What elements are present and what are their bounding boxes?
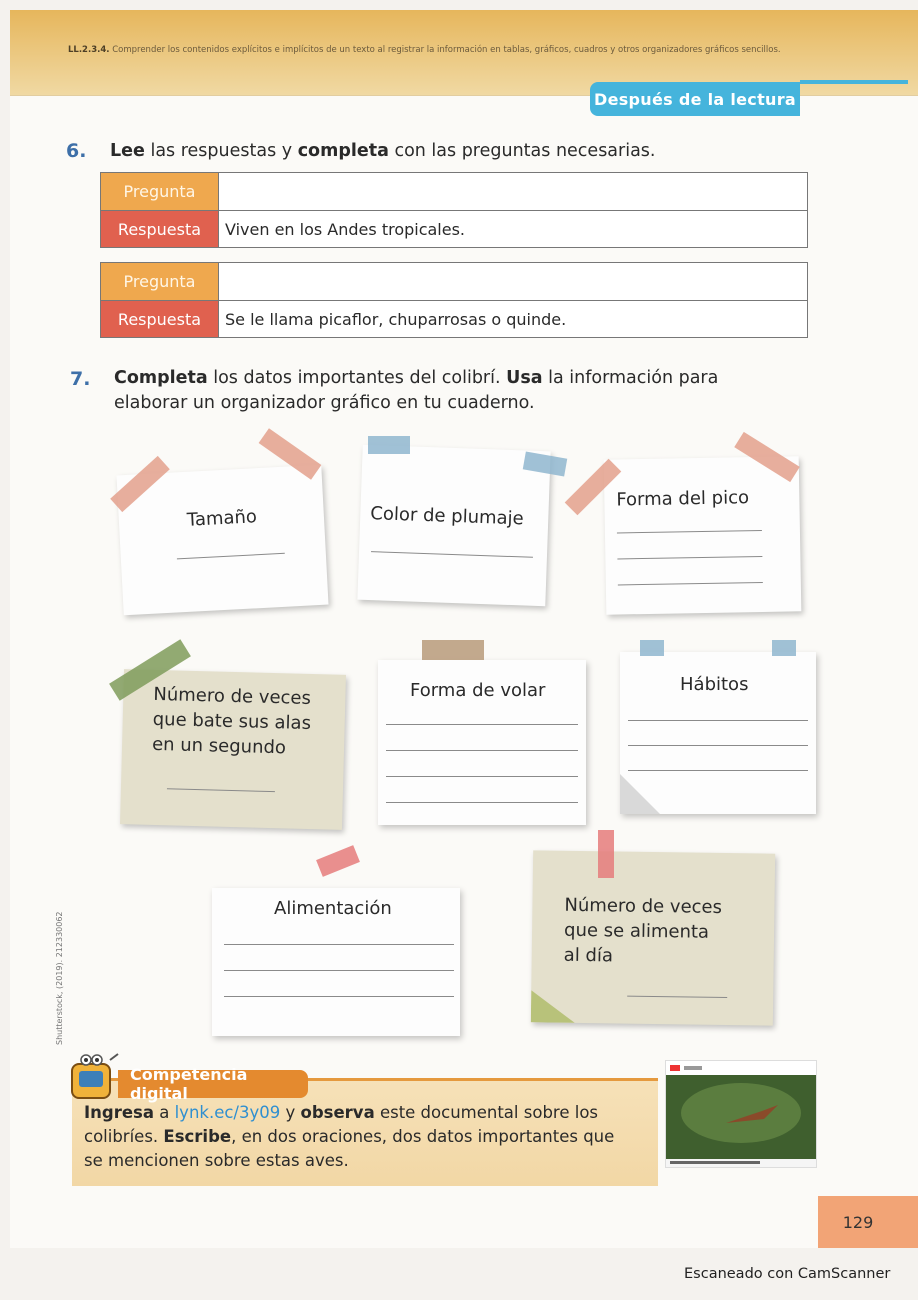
tape-tan xyxy=(422,640,484,660)
tape-blue xyxy=(640,640,664,656)
comp-text: colibríes. xyxy=(84,1127,164,1146)
question-row xyxy=(101,173,807,210)
note-label-alimentacion: Alimentación xyxy=(274,898,392,919)
answer-text: Se le llama picaflor, chuparrosas o quinde. xyxy=(225,309,567,329)
comp-text: a xyxy=(153,1103,175,1122)
page-number: 129 xyxy=(818,1196,918,1248)
section-tab: Después de la lectura xyxy=(590,82,800,116)
tape-blue xyxy=(368,436,410,454)
write-line[interactable] xyxy=(628,720,808,721)
note-alimentacion xyxy=(212,888,460,1036)
note-line: que se alimenta xyxy=(563,919,710,943)
instr-text: con las preguntas necesarias. xyxy=(388,141,656,161)
write-line[interactable] xyxy=(386,724,578,725)
instr-bold-completa: Completa xyxy=(114,368,208,388)
write-line[interactable] xyxy=(167,788,275,792)
write-line[interactable] xyxy=(618,582,763,586)
note-line: Número de veces xyxy=(564,894,723,918)
instr-bold-usa: Usa xyxy=(506,368,543,388)
write-line[interactable] xyxy=(617,556,762,560)
write-line[interactable] xyxy=(386,776,578,777)
instr-bold-lee: Lee xyxy=(110,141,145,161)
video-thumbnail[interactable] xyxy=(665,1060,817,1168)
note-line: en un segundo xyxy=(151,733,287,759)
write-line[interactable] xyxy=(617,530,762,534)
tape-red xyxy=(598,830,614,878)
note-habitos xyxy=(620,652,816,814)
instr-text: las respuestas y xyxy=(144,141,298,161)
write-line[interactable] xyxy=(224,970,454,971)
tape-blue xyxy=(772,640,796,656)
write-line[interactable] xyxy=(224,996,454,997)
exercise-7-instruction xyxy=(114,366,718,416)
question-answer-field[interactable] xyxy=(219,173,807,210)
comp-text: , en dos oraciones, dos datos importantes que xyxy=(231,1127,615,1146)
answer-text: Viven en los Andes tropicales. xyxy=(225,219,466,239)
write-line[interactable] xyxy=(628,745,808,746)
question-answer-field[interactable] xyxy=(219,263,807,300)
qa-table-1 xyxy=(100,172,808,248)
answer-label: Respuesta xyxy=(101,301,219,337)
note-forma-volar xyxy=(378,660,586,825)
documentary-link[interactable]: lynk.ec/3y09 xyxy=(174,1103,281,1122)
competencia-text xyxy=(84,1101,654,1173)
video-thumbnail-icon xyxy=(666,1061,816,1167)
instr-bold-completa: completa xyxy=(297,141,389,161)
qa-table-2 xyxy=(100,262,808,338)
instr-text: los datos importantes del colibrí. xyxy=(207,368,507,388)
comp-text: se mencionen sobre estas aves. xyxy=(84,1151,349,1170)
note-label-color: Color de plumaje xyxy=(369,503,525,530)
note-label-habitos: Hábitos xyxy=(680,674,749,695)
note-label-tamano: Tamaño xyxy=(186,506,258,531)
folded-corner-icon xyxy=(620,774,660,814)
write-line[interactable] xyxy=(177,553,285,560)
question-row xyxy=(101,263,807,300)
note-label-alimenta-dia xyxy=(564,893,723,970)
note-label-volar: Forma de volar xyxy=(410,680,546,701)
robot-mascot-icon xyxy=(66,1052,130,1102)
write-line[interactable] xyxy=(628,770,808,771)
note-aleteo xyxy=(120,669,346,830)
camscanner-footer: Escaneado con CamScanner xyxy=(684,1266,891,1282)
answer-row xyxy=(101,300,807,337)
exercise-6-number: 6. xyxy=(66,140,87,162)
learning-standard xyxy=(68,45,808,56)
note-line: que bate sus alas xyxy=(152,708,312,735)
write-line[interactable] xyxy=(224,944,454,945)
note-line: al día xyxy=(563,944,614,967)
write-line[interactable] xyxy=(386,802,578,803)
write-line[interactable] xyxy=(386,750,578,751)
write-line[interactable] xyxy=(371,551,533,558)
standard-code: LL.2.3.4. xyxy=(68,45,110,55)
note-label-aleteo xyxy=(152,682,312,761)
comp-text: y xyxy=(280,1103,301,1122)
write-line[interactable] xyxy=(627,996,727,998)
answer-label: Respuesta xyxy=(101,211,219,247)
note-label-pico: Forma del pico xyxy=(616,487,750,511)
instr-text: la información para xyxy=(542,368,719,388)
comp-bold: Escribe xyxy=(163,1127,232,1146)
note-forma-pico xyxy=(604,456,802,614)
folded-corner-icon xyxy=(531,990,575,1023)
comp-bold: Ingresa xyxy=(84,1103,154,1122)
competencia-tab: Competencia digital xyxy=(118,1070,308,1098)
answer-row xyxy=(101,210,807,247)
section-line xyxy=(800,80,908,84)
note-line: Número de veces xyxy=(153,683,312,710)
instr-line-2: elaborar un organizador gráfico en tu cuaderno. xyxy=(114,393,535,413)
comp-text: este documental sobre los xyxy=(374,1103,599,1122)
note-alimenta-dia xyxy=(531,850,775,1025)
standard-text: Comprender los contenidos explícitos e implícitos de un texto al registrar la información en tablas, gráficos, cuadros y otros organizadores gráficos sencillos. xyxy=(112,45,781,55)
photo-credit: Shutterstock, (2019). 212330062 xyxy=(55,911,64,1045)
comp-bold: observa xyxy=(300,1103,375,1122)
exercise-7-number: 7. xyxy=(70,368,91,390)
question-label: Pregunta xyxy=(101,173,219,210)
question-label: Pregunta xyxy=(101,263,219,300)
exercise-6-instruction xyxy=(110,139,656,164)
